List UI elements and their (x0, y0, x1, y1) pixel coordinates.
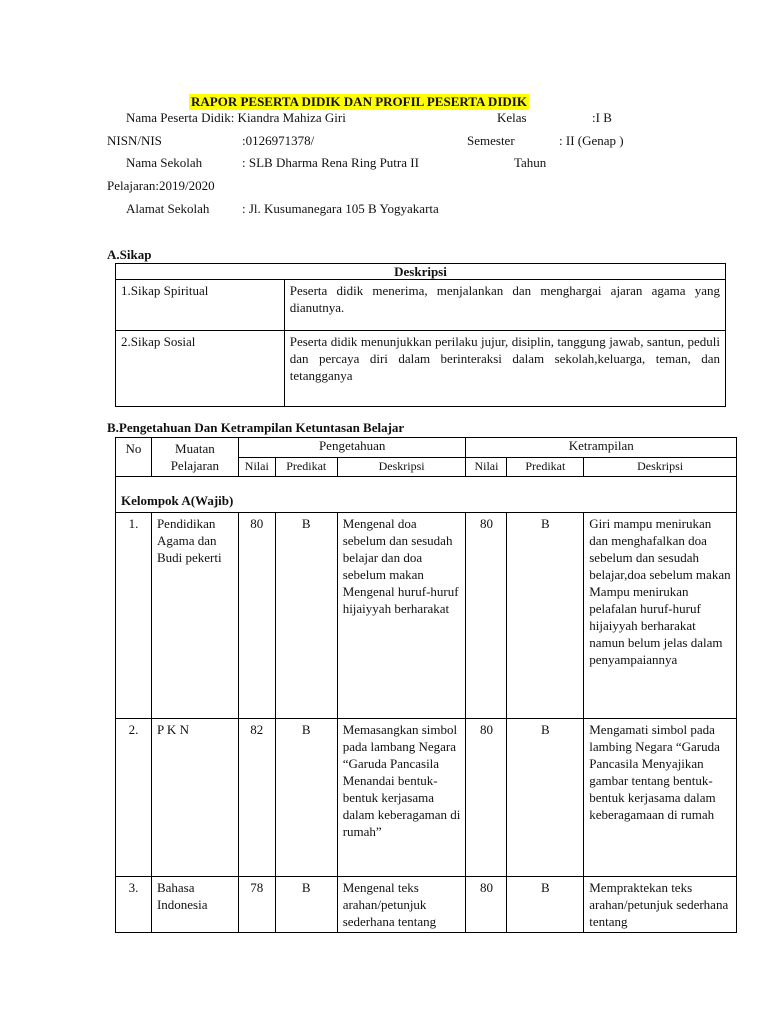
class-value: :I B (592, 110, 612, 125)
row-skills-grade: B (507, 719, 584, 877)
attitude-spiritual-label: 1.Sikap Spiritual (116, 280, 285, 331)
semester-label: Semester (467, 133, 515, 148)
row-skills-grade: B (507, 513, 584, 719)
header-subject: Muatan Pelajaran (151, 438, 238, 477)
header-skills-desc: Deskripsi (584, 457, 737, 477)
header-skills-score: Nilai (466, 457, 507, 477)
year-label: Tahun (514, 155, 547, 170)
row-subject: Bahasa Indonesia (151, 877, 238, 933)
group-label: Kelompok A(Wajib) (116, 477, 737, 513)
student-name: Nama Peserta Didik: Kiandra Mahiza Giri (126, 110, 346, 125)
row-knowledge-grade: B (275, 719, 337, 877)
row-knowledge-desc: Memasangkan simbol pada lambang Negara “Garuda Pancasila Menandai bentuk-bentuk kerjasama dalam keberagaman di rumah” (337, 719, 466, 877)
table-row (116, 719, 737, 877)
row-skills-grade: B (507, 877, 584, 933)
header-knowledge-score: Nilai (238, 457, 275, 477)
header-knowledge: Pengetahuan (238, 438, 466, 458)
header-knowledge-grade: Predikat (275, 457, 337, 477)
row-no: 3. (116, 877, 152, 933)
school-label: Nama Sekolah (126, 155, 203, 170)
row-skills-desc: Mempraktekan teks arahan/petunjuk sederhana tentang (584, 877, 737, 933)
row-skills-score: 80 (466, 513, 507, 719)
header-no: No (116, 438, 152, 477)
school-value: : SLB Dharma Rena Ring Putra II (242, 155, 419, 170)
row-knowledge-desc: Mengenal doa sebelum dan sesudah belajar dan doa sebelum makan Mengenal huruf-huruf hijaiyyah berharakat (337, 513, 466, 719)
attitude-spiritual-desc: Peserta didik menerima, menjalankan dan menghargai ajaran agama yang dianutnya. (284, 280, 725, 331)
attitude-social-label: 2.Sikap Sosial (116, 331, 285, 407)
header-skills: Ketrampilan (466, 438, 737, 458)
header-knowledge-desc: Deskripsi (337, 457, 466, 477)
row-skills-desc: Giri mampu menirukan dan menghafalkan doa sebelum dan sesudah belajar,doa sebelum makan Mampu menirukan pelafalan huruf-huruf hijaiyyah berharakat namun belum jelas dalam penyampaiannya (584, 513, 737, 719)
row-subject: P K N (151, 719, 238, 877)
row-subject: Pendidikan Agama dan Budi pekerti (151, 513, 238, 719)
report-title: RAPOR PESERTA DIDIK DAN PROFIL PESERTA DIDIK (191, 94, 527, 109)
attitude-header: Deskripsi (116, 264, 726, 280)
row-no: 1. (116, 513, 152, 719)
attitude-social-desc: Peserta didik menunjukkan perilaku jujur, disiplin, tanggung jawab, santun, peduli dan percaya diri dalam berinteraksi dalam sekolah,keluarga, teman, dan tetangganya (284, 331, 725, 407)
row-skills-score: 80 (466, 877, 507, 933)
table-row (116, 877, 737, 933)
row-skills-score: 80 (466, 719, 507, 877)
row-knowledge-score: 80 (238, 513, 275, 719)
row-knowledge-grade: B (275, 877, 337, 933)
header-skills-grade: Predikat (507, 457, 584, 477)
address-label: Alamat Sekolah (126, 201, 210, 216)
row-no: 2. (116, 719, 152, 877)
section-b-heading: B.Pengetahuan Dan Ketrampilan Ketuntasan Belajar (107, 420, 405, 435)
semester-value: : II (Genap ) (559, 133, 624, 148)
nisn-value: :0126971378/ (242, 133, 315, 148)
row-knowledge-desc: Mengenal teks arahan/petunjuk sederhana tentang (337, 877, 466, 933)
class-label: Kelas (497, 110, 527, 125)
grades-table (115, 437, 737, 933)
row-knowledge-score: 82 (238, 719, 275, 877)
attitude-table (115, 263, 726, 407)
row-knowledge-grade: B (275, 513, 337, 719)
row-skills-desc: Mengamati simbol pada lambing Negara “Garuda Pancasila Menyajikan gambar tentang bentuk-bentuk kerjasama dalam keberagamaan di rumah (584, 719, 737, 877)
academic-year: Pelajaran:2019/2020 (107, 178, 215, 193)
section-a-heading: A.Sikap (107, 247, 152, 262)
table-row (116, 513, 737, 719)
row-knowledge-score: 78 (238, 877, 275, 933)
nisn-label: NISN/NIS (107, 133, 162, 148)
address-value: : Jl. Kusumanegara 105 B Yogyakarta (242, 201, 439, 216)
